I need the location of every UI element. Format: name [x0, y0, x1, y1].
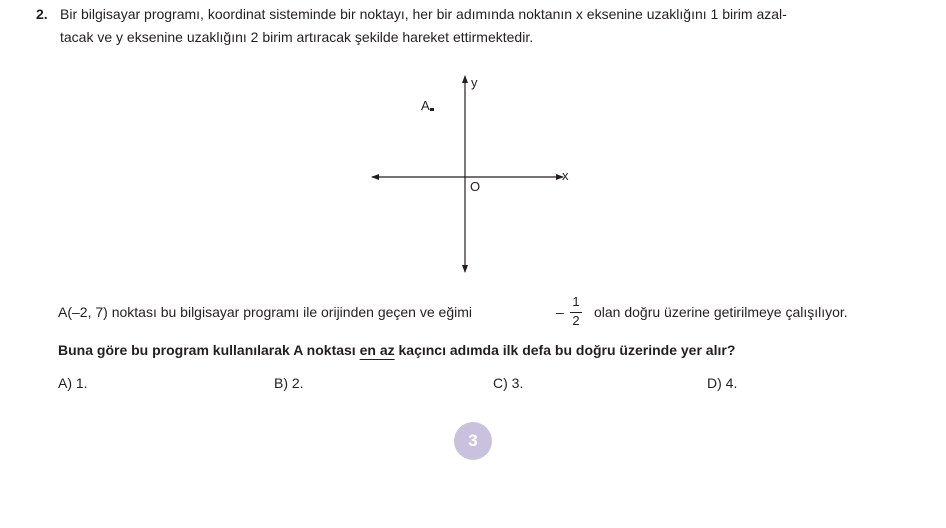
prompt-text-before: Buna göre bu program kullanılarak A noktası [58, 342, 360, 358]
statement-text-after: olan doğru üzerine getirilmeye çalışılıyor. [594, 304, 848, 320]
question-number: 2. [36, 6, 48, 22]
point-a-label: A [421, 98, 430, 113]
prompt-text-after: kaçıncı adımda ilk defa bu doğru üzerinde yer alır? [394, 342, 736, 358]
choice-b[interactable]: B) 2. [274, 375, 304, 391]
axes-drawing [360, 70, 590, 280]
x-axis-label: x [562, 168, 569, 183]
coordinate-diagram [360, 70, 590, 280]
prompt-underlined-text: en az [359, 342, 395, 358]
problem-statement [58, 296, 918, 330]
choice-d[interactable]: D) 4. [707, 375, 738, 391]
fraction-minus: – [556, 304, 564, 320]
page-number-badge: 3 [454, 422, 492, 460]
statement-text-before: A(–2, 7) noktası bu bilgisayar programı ile orijinden geçen ve eğimi [58, 304, 472, 320]
slope-fraction [556, 296, 590, 330]
choice-c[interactable]: C) 3. [493, 375, 524, 391]
question-prompt [58, 342, 735, 358]
choice-a[interactable]: A) 1. [58, 375, 88, 391]
origin-label: O [470, 179, 481, 194]
fraction-denominator: 2 [572, 313, 580, 328]
point-a-marker [430, 108, 434, 111]
question-text-line1: Bir bilgisayar programı, koordinat sisteminde bir noktayı, her bir adımında noktanın x eksenine uzaklığını 1 birim azal- [60, 6, 787, 22]
fraction-numerator: 1 [572, 294, 580, 309]
y-axis-label: y [471, 75, 478, 90]
question-text-line2: tacak ve y eksenine uzaklığını 2 birim artıracak şekilde hareket ettirmektedir. [60, 29, 534, 45]
